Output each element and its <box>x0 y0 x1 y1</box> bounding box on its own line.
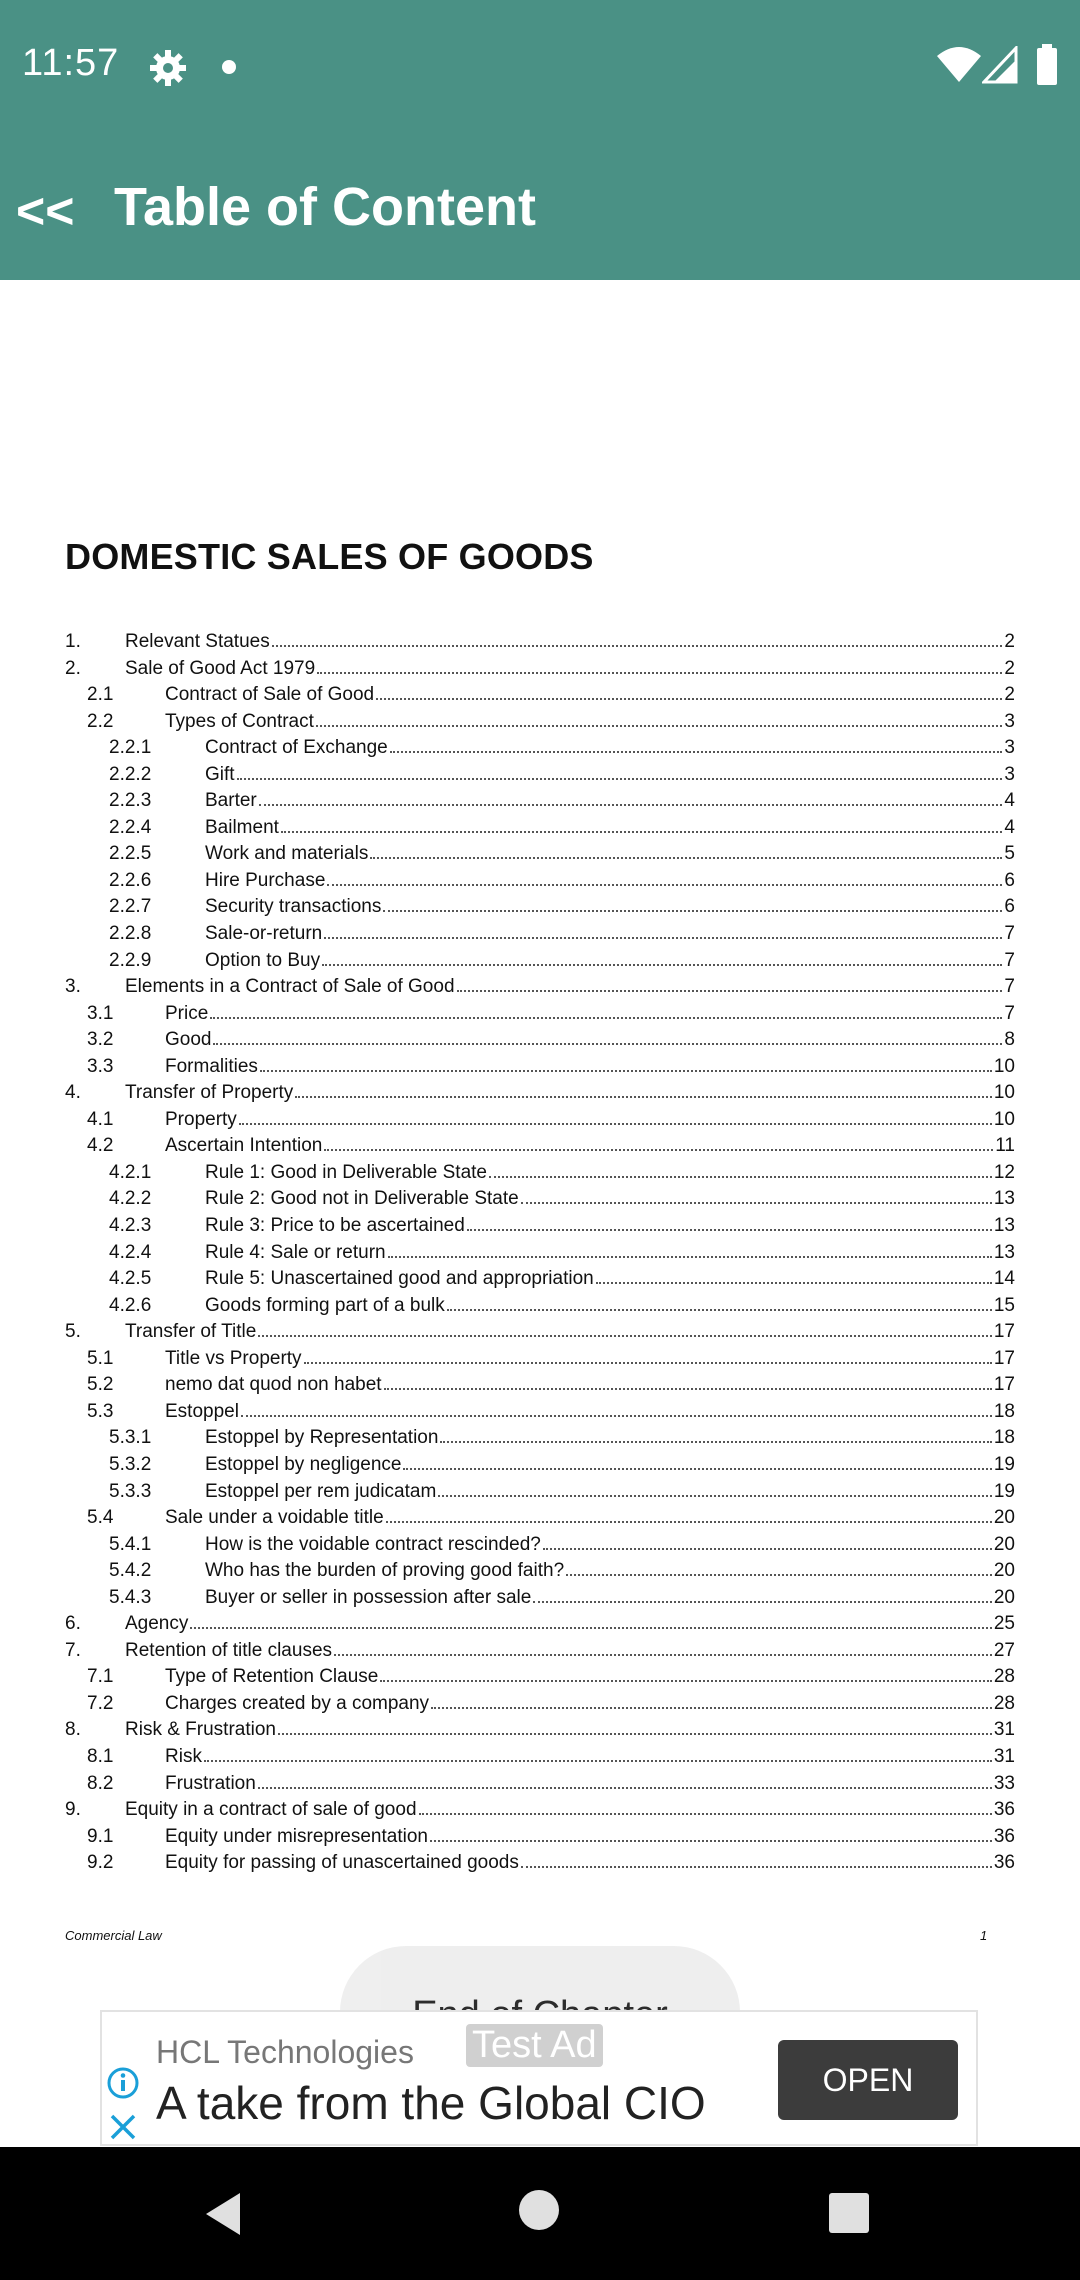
toc-entry[interactable] <box>65 948 1015 975</box>
toc-entry-number: 5.3.3 <box>109 1480 152 1502</box>
toc-entry[interactable] <box>65 1505 1015 1532</box>
toc-entry-page: 20 <box>994 1532 1015 1558</box>
toc-entry-page: 13 <box>994 1213 1015 1239</box>
toc-leader-dots <box>376 698 1002 700</box>
battery-icon <box>1036 44 1058 86</box>
toc-leader-dots <box>324 937 1002 939</box>
toc-entry[interactable] <box>65 762 1015 789</box>
toc-leader-dots <box>419 1813 992 1815</box>
toc-entry-page: 6 <box>1004 868 1015 894</box>
toc-entry[interactable] <box>65 1027 1015 1054</box>
toc-entry-number: 5.1 <box>87 1347 114 1369</box>
toc-entry-page: 14 <box>994 1266 1015 1292</box>
toc-entry-number: 2. <box>65 657 81 679</box>
toc-leader-dots <box>316 725 1003 727</box>
toc-entry-title: Hire Purchase <box>205 868 327 894</box>
toc-entry-page: 3 <box>1004 762 1015 788</box>
toc-entry-title: Gift <box>205 762 237 788</box>
toc-entry[interactable] <box>65 656 1015 683</box>
toc-entry-title: Ascertain Intention <box>165 1133 324 1159</box>
toc-entry-page: 2 <box>1004 629 1015 655</box>
toc-entry-number: 4.2 <box>87 1135 114 1157</box>
toc-entry-page: 13 <box>994 1240 1015 1266</box>
toc-entry-title: Rule 1: Good in Deliverable State <box>205 1160 489 1186</box>
toc-entry-number: 7.2 <box>87 1692 114 1714</box>
toc-leader-dots <box>204 1760 992 1762</box>
toc-leader-dots <box>210 1017 1002 1019</box>
toc-entry-number: 2.2.1 <box>109 737 152 759</box>
toc-entry-number: 8. <box>65 1719 81 1741</box>
toc-entry-title: Work and materials <box>205 841 370 867</box>
toc-entry-number: 5.4.3 <box>109 1586 152 1608</box>
toc-entry-number: 2.1 <box>87 684 114 706</box>
toc-entry-number: 3. <box>65 976 81 998</box>
toc-entry[interactable] <box>65 1107 1015 1134</box>
toc-entry-title: Equity for passing of unascertained goods <box>165 1850 521 1876</box>
toc-entry-number: 5.2 <box>87 1374 114 1396</box>
toolbar <box>0 136 1080 280</box>
toc-leader-dots <box>334 1654 992 1656</box>
page-title: Table of Content <box>114 177 536 237</box>
toc-leader-dots <box>447 1309 992 1311</box>
toc-entry-title: Option to Buy <box>205 948 322 974</box>
toc-entry-page: 36 <box>994 1824 1015 1850</box>
toc-entry[interactable] <box>65 1054 1015 1081</box>
toc-entry-number: 4.2.3 <box>109 1215 152 1237</box>
toc-entry-title: Price <box>165 1001 210 1027</box>
toc-entry-title: Property <box>165 1107 239 1133</box>
toc-leader-dots <box>383 910 1002 912</box>
toc-leader-dots <box>281 831 1003 833</box>
toc-entry-number: 5.3.1 <box>109 1427 152 1449</box>
toc-leader-dots <box>324 1149 993 1151</box>
toc-entry-page: 33 <box>994 1771 1015 1797</box>
toc-entry[interactable] <box>65 1452 1015 1479</box>
toc-leader-dots <box>596 1282 992 1284</box>
toc-entry-page: 20 <box>994 1505 1015 1531</box>
toc-entry-number: 3.2 <box>87 1029 114 1051</box>
toc-entry[interactable] <box>65 1532 1015 1559</box>
toc-entry-page: 3 <box>1004 709 1015 735</box>
toc-entry[interactable] <box>65 1691 1015 1718</box>
toc-entry-page: 6 <box>1004 894 1015 920</box>
toc-entry[interactable] <box>65 1319 1015 1346</box>
toc-leader-dots <box>213 1043 1002 1045</box>
toc-entry-number: 5. <box>65 1321 81 1343</box>
toc-entry-title: Transfer of Property <box>125 1080 295 1106</box>
toc-entry-title: Risk <box>165 1744 204 1770</box>
cell-signal-icon <box>982 46 1018 84</box>
toc-entry-page: 10 <box>994 1107 1015 1133</box>
ad-open-button[interactable]: OPEN <box>778 2040 958 2120</box>
toc-entry-number: 3.3 <box>87 1055 114 1077</box>
toc-entry[interactable] <box>65 788 1015 815</box>
toc-entry-title: Sale under a voidable title <box>165 1505 386 1531</box>
toc-leader-dots <box>239 1123 992 1125</box>
toc-entry-page: 5 <box>1004 841 1015 867</box>
toc-entry[interactable] <box>65 1717 1015 1744</box>
toc-leader-dots <box>237 778 1003 780</box>
toc-entry-title: Contract of Sale of Good <box>165 682 376 708</box>
toc-entry-number: 9.1 <box>87 1825 114 1847</box>
toc-leader-dots <box>438 1495 992 1497</box>
toc-entry-number: 1. <box>65 631 81 652</box>
toc-entry-title: Rule 5: Unascertained good and appropriation <box>205 1266 596 1292</box>
toc-entry[interactable] <box>65 1797 1015 1824</box>
toc-entry-title: Relevant Statues <box>125 629 272 655</box>
toc-entry-number: 2.2.4 <box>109 816 152 838</box>
toc-entry-page: 19 <box>994 1452 1015 1478</box>
toc-entry-number: 4.2.1 <box>109 1161 152 1183</box>
toc-entry-number: 2.2 <box>87 710 114 732</box>
toc-entry-title: Security transactions <box>205 894 383 920</box>
toc-entry-page: 13 <box>994 1186 1015 1212</box>
toc-entry-title: Good <box>165 1027 213 1053</box>
toc-leader-dots <box>258 1787 992 1789</box>
status-bar <box>0 0 1080 136</box>
toc-entry-number: 8.1 <box>87 1745 114 1767</box>
system-nav-bar <box>0 2147 1080 2280</box>
toc-entry[interactable] <box>65 1186 1015 1213</box>
toc-entry-page: 19 <box>994 1479 1015 1505</box>
nav-back-icon[interactable] <box>200 2189 250 2239</box>
toc-leader-dots <box>386 1521 992 1523</box>
toc-leader-dots <box>430 1840 992 1842</box>
toc-leader-dots <box>327 884 1002 886</box>
toc-entry-title: Transfer of Title <box>125 1319 258 1345</box>
toc-leader-dots <box>322 964 1002 966</box>
toc-leader-dots <box>489 1176 992 1178</box>
toc-entry[interactable] <box>65 1611 1015 1638</box>
toc-entry-page: 36 <box>994 1850 1015 1876</box>
toc-leader-dots <box>260 1070 992 1072</box>
toc-entry-number: 5.4.2 <box>109 1560 152 1582</box>
toc-leader-dots <box>295 1096 992 1098</box>
toc-leader-dots <box>278 1733 992 1735</box>
toc-entry-page: 31 <box>994 1744 1015 1770</box>
toc-entry-title: How is the voidable contract rescinded? <box>205 1532 543 1558</box>
toc-entry[interactable] <box>65 1372 1015 1399</box>
toc-leader-dots <box>403 1468 991 1470</box>
toc-entry-title: Who has the burden of proving good faith? <box>205 1558 566 1584</box>
toc-leader-dots <box>380 1680 992 1682</box>
toc-entry-title: Estoppel by negligence <box>205 1452 403 1478</box>
toc-entry-number: 4.1 <box>87 1108 114 1130</box>
toc-entry-number: 2.2.9 <box>109 949 152 971</box>
toc-entry-title: nemo dat quod non habet <box>165 1372 384 1398</box>
toc-entry-title: Equity in a contract of sale of good <box>125 1797 419 1823</box>
toc-leader-dots <box>384 1388 992 1390</box>
toc-entry-title: Retention of title clauses <box>125 1638 334 1664</box>
toc-leader-dots <box>521 1866 992 1868</box>
toc-entry-page: 27 <box>994 1638 1015 1664</box>
toc-entry-number: 7. <box>65 1639 81 1661</box>
toc-entry-page: 10 <box>994 1080 1015 1106</box>
toc-leader-dots <box>533 1601 992 1603</box>
toc-leader-dots <box>440 1441 991 1443</box>
toc-entry-title: Elements in a Contract of Sale of Good <box>125 974 457 1000</box>
toc-entry[interactable] <box>65 709 1015 736</box>
toc-leader-dots <box>390 751 1003 753</box>
toc-entry[interactable] <box>65 682 1015 709</box>
toc-entry-title: Equity under misrepresentation <box>165 1824 430 1850</box>
toc-entry-number: 4.2.5 <box>109 1268 152 1290</box>
toc-entry-page: 36 <box>994 1797 1015 1823</box>
toc-entry-number: 2.2.2 <box>109 763 152 785</box>
document-page[interactable] <box>0 280 1080 2000</box>
toc-entry-number: 6. <box>65 1613 81 1635</box>
ad-advertiser: HCL Technologies <box>156 2034 414 2070</box>
toc-entry[interactable] <box>65 841 1015 868</box>
toc-entry-number: 4.2.2 <box>109 1188 152 1210</box>
document-title: DOMESTIC SALES OF GOODS <box>65 536 594 577</box>
toc-entry-title: Rule 4: Sale or return <box>205 1240 388 1266</box>
toc-entry-page: 7 <box>1004 921 1015 947</box>
ad-info-icon[interactable] <box>106 2066 140 2100</box>
toc-leader-dots <box>457 990 1003 992</box>
toc-entry[interactable] <box>65 815 1015 842</box>
toc-entry-number: 7.1 <box>87 1666 114 1688</box>
toc-entry-page: 7 <box>1004 974 1015 1000</box>
ad-test-badge: Test Ad <box>466 2024 603 2067</box>
toc-entry-page: 20 <box>994 1558 1015 1584</box>
toc-entry-number: 4. <box>65 1082 81 1104</box>
toc-entry-page: 25 <box>994 1611 1015 1637</box>
toc-entry-title: Risk & Frustration <box>125 1717 278 1743</box>
toc-leader-dots <box>272 645 1003 647</box>
toc-entry-number: 2.2.8 <box>109 923 152 945</box>
toc-entry-page: 31 <box>994 1717 1015 1743</box>
toc-entry-number: 2.2.7 <box>109 896 152 918</box>
toc-entry[interactable] <box>65 921 1015 948</box>
toc-leader-dots <box>521 1202 992 1204</box>
toc-leader-dots <box>258 1335 992 1337</box>
toc-leader-dots <box>259 804 1003 806</box>
wifi-icon <box>936 46 982 84</box>
toc-entry[interactable] <box>65 974 1015 1001</box>
toc-entry[interactable] <box>65 868 1015 895</box>
toc-entry[interactable] <box>65 1080 1015 1107</box>
toc-entry-page: 12 <box>994 1160 1015 1186</box>
toc-entry-page: 4 <box>1004 815 1015 841</box>
toc-entry[interactable] <box>65 1824 1015 1851</box>
status-time: 11:57 <box>22 42 120 84</box>
toc-entry-page: 18 <box>994 1399 1015 1425</box>
ad-headline[interactable]: A take from the Global CIO <box>156 2077 706 2129</box>
nav-recents-icon[interactable] <box>828 2192 870 2234</box>
toc-entry[interactable] <box>65 1001 1015 1028</box>
toc-entry-number: 9.2 <box>87 1852 114 1874</box>
toc-entry-number: 5.3 <box>87 1400 114 1422</box>
toc-entry-title: Estoppel by Representation <box>205 1425 440 1451</box>
toc-entry[interactable] <box>65 1240 1015 1267</box>
toc-leader-dots <box>317 672 1002 674</box>
toc-entry[interactable] <box>65 1293 1015 1320</box>
toc-entry-number: 9. <box>65 1799 81 1821</box>
toc-entry-number: 2.2.3 <box>109 790 152 812</box>
toc-entry-number: 5.3.2 <box>109 1453 152 1475</box>
toc-entry-title: Rule 2: Good not in Deliverable State <box>205 1186 521 1212</box>
toc-entry-page: 10 <box>994 1054 1015 1080</box>
toc-entry[interactable] <box>65 1213 1015 1240</box>
toc-entry-title: Buyer or seller in possession after sale <box>205 1585 533 1611</box>
toc-entry-title: Rule 3: Price to be ascertained <box>205 1213 467 1239</box>
toc-entry-title: Goods forming part of a bulk <box>205 1293 447 1319</box>
toc-entry-title: Frustration <box>165 1771 258 1797</box>
toc-leader-dots <box>543 1548 992 1550</box>
toc-entry[interactable] <box>65 1425 1015 1452</box>
toc-entry[interactable] <box>65 1160 1015 1187</box>
toc-entry-page: 28 <box>994 1691 1015 1717</box>
settings-gear-icon <box>148 48 188 88</box>
toc-entry[interactable] <box>65 894 1015 921</box>
toc-entry-title: Charges created by a company <box>165 1691 431 1717</box>
toc-entry-page: 20 <box>994 1585 1015 1611</box>
toc-entry-number: 2.2.6 <box>109 869 152 891</box>
toc-entry-number: 2.2.5 <box>109 843 152 865</box>
toc-entry[interactable] <box>65 1850 1015 1877</box>
toc-entry-page: 3 <box>1004 735 1015 761</box>
toc-entry[interactable] <box>65 735 1015 762</box>
toc-entry-number: 3.1 <box>87 1002 114 1024</box>
toc-entry-page: 2 <box>1004 682 1015 708</box>
ad-banner[interactable] <box>100 2010 978 2146</box>
toc-entry[interactable] <box>65 1744 1015 1771</box>
toc-leader-dots <box>388 1256 992 1258</box>
toc-entry-page: 17 <box>994 1372 1015 1398</box>
toc-entry-title: Type of Retention Clause <box>165 1664 380 1690</box>
toc-entry[interactable] <box>65 1133 1015 1160</box>
toc-entry-title: Estoppel per rem judicatam <box>205 1479 438 1505</box>
toc-entry[interactable] <box>65 1585 1015 1612</box>
toc-entry[interactable] <box>65 1771 1015 1798</box>
toc-entry-title: Sale of Good Act 1979 <box>125 656 317 682</box>
toc-leader-dots <box>431 1707 992 1709</box>
ad-close-icon[interactable] <box>108 2112 138 2142</box>
app-bar <box>0 0 1080 280</box>
toc-entry-title: Sale-or-return <box>205 921 324 947</box>
toc-leader-dots <box>467 1229 992 1231</box>
toc-entry-page: 18 <box>994 1425 1015 1451</box>
toc-entry[interactable] <box>65 1479 1015 1506</box>
toc-entry-title: Bailment <box>205 815 281 841</box>
toc-entry-number: 8.2 <box>87 1772 114 1794</box>
toc-entry[interactable] <box>65 629 1015 656</box>
toc-leader-dots <box>566 1574 992 1576</box>
toc-entry-title: Barter <box>205 788 259 814</box>
toc-entry-number: 5.4.1 <box>109 1533 152 1555</box>
toc-entry-page: 2 <box>1004 656 1015 682</box>
toc-entry[interactable] <box>65 1558 1015 1585</box>
toc-leader-dots <box>370 857 1002 859</box>
toc-entry-title: Contract of Exchange <box>205 735 390 761</box>
back-button[interactable]: << <box>16 183 75 239</box>
document-page-number: 1 <box>980 1928 988 1943</box>
notification-dot-icon <box>222 60 236 74</box>
toc-entry-page: 7 <box>1004 1001 1015 1027</box>
toc-entry[interactable] <box>65 1664 1015 1691</box>
toc-entry-title: Estoppel <box>165 1399 241 1425</box>
toc-leader-dots <box>241 1415 992 1417</box>
toc-entry-title: Formalities <box>165 1054 260 1080</box>
document-footer-label: Commercial Law <box>65 1928 162 1943</box>
toc-entry-number: 5.4 <box>87 1507 114 1529</box>
toc-entry-page: 4 <box>1004 788 1015 814</box>
toc-entry-page: 8 <box>1004 1027 1015 1053</box>
toc-entry[interactable] <box>65 1638 1015 1665</box>
toc-leader-dots <box>304 1362 992 1364</box>
toc-entry-number: 4.2.4 <box>109 1241 152 1263</box>
toc-entry-page: 17 <box>994 1319 1015 1345</box>
nav-home-icon[interactable] <box>518 2189 560 2231</box>
toc-entry-page: 17 <box>994 1346 1015 1372</box>
toc-entry-title: Title vs Property <box>165 1346 304 1372</box>
toc-entry[interactable] <box>65 1346 1015 1373</box>
toc-entry-page: 11 <box>995 1133 1015 1159</box>
toc-entry-title: Types of Contract <box>165 709 316 735</box>
toc-entry-page: 28 <box>994 1664 1015 1690</box>
toc-leader-dots <box>190 1627 991 1629</box>
toc-entry-page: 7 <box>1004 948 1015 974</box>
toc-entry-number: 4.2.6 <box>109 1294 152 1316</box>
toc-entry-page: 15 <box>994 1293 1015 1319</box>
toc-entry[interactable] <box>65 1399 1015 1426</box>
toc-entry[interactable] <box>65 1266 1015 1293</box>
table-of-contents <box>65 629 1015 1877</box>
toc-entry-title: Agency <box>125 1611 190 1637</box>
